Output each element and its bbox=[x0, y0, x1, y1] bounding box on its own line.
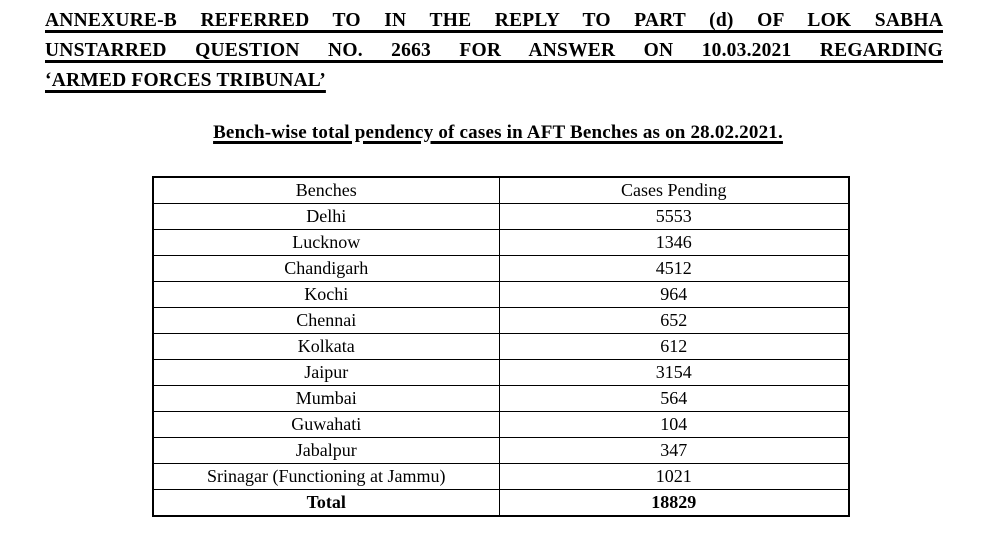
table-row bbox=[153, 386, 849, 412]
cases-cell: 1021 bbox=[499, 464, 849, 490]
bench-cell: Chennai bbox=[153, 308, 499, 334]
bench-cell: Lucknow bbox=[153, 230, 499, 256]
column-header-cases-pending: Cases Pending bbox=[499, 177, 849, 204]
table-row bbox=[153, 438, 849, 464]
table-row bbox=[153, 230, 849, 256]
total-value-cell: 18829 bbox=[499, 490, 849, 517]
cases-cell: 612 bbox=[499, 334, 849, 360]
annexure-heading bbox=[45, 6, 943, 96]
table-row bbox=[153, 308, 849, 334]
cases-cell: 652 bbox=[499, 308, 849, 334]
bench-cell: Chandigarh bbox=[153, 256, 499, 282]
total-label-cell: Total bbox=[153, 490, 499, 517]
table-row bbox=[153, 464, 849, 490]
table-caption: Bench-wise total pendency of cases in AFT Benches as on 28.02.2021. bbox=[213, 122, 783, 143]
table-row bbox=[153, 412, 849, 438]
cases-cell: 4512 bbox=[499, 256, 849, 282]
cases-cell: 347 bbox=[499, 438, 849, 464]
pendency-table bbox=[152, 176, 850, 517]
cases-cell: 964 bbox=[499, 282, 849, 308]
table-row bbox=[153, 360, 849, 386]
bench-cell: Jabalpur bbox=[153, 438, 499, 464]
cases-cell: 5553 bbox=[499, 204, 849, 230]
bench-cell: Mumbai bbox=[153, 386, 499, 412]
column-header-benches: Benches bbox=[153, 177, 499, 204]
heading-line-2: UNSTARRED QUESTION NO. 2663 FOR ANSWER ON 10.03.2021 REGARDING bbox=[45, 40, 943, 61]
cases-cell: 564 bbox=[499, 386, 849, 412]
bench-cell: Delhi bbox=[153, 204, 499, 230]
bench-cell: Srinagar (Functioning at Jammu) bbox=[153, 464, 499, 490]
table-total-row bbox=[153, 490, 849, 517]
table-row bbox=[153, 256, 849, 282]
bench-cell: Kolkata bbox=[153, 334, 499, 360]
heading-line-1: ANNEXURE-B REFERRED TO IN THE REPLY TO PART (d) OF LOK SABHA bbox=[45, 10, 943, 31]
table-row bbox=[153, 204, 849, 230]
table-caption-wrap bbox=[0, 122, 996, 144]
cases-cell: 104 bbox=[499, 412, 849, 438]
cases-cell: 1346 bbox=[499, 230, 849, 256]
table-row bbox=[153, 282, 849, 308]
cases-cell: 3154 bbox=[499, 360, 849, 386]
heading-line-3: ‘ARMED FORCES TRIBUNAL’ bbox=[45, 70, 326, 91]
bench-cell: Kochi bbox=[153, 282, 499, 308]
bench-cell: Jaipur bbox=[153, 360, 499, 386]
table-row bbox=[153, 334, 849, 360]
bench-cell: Guwahati bbox=[153, 412, 499, 438]
table-header-row bbox=[153, 177, 849, 204]
